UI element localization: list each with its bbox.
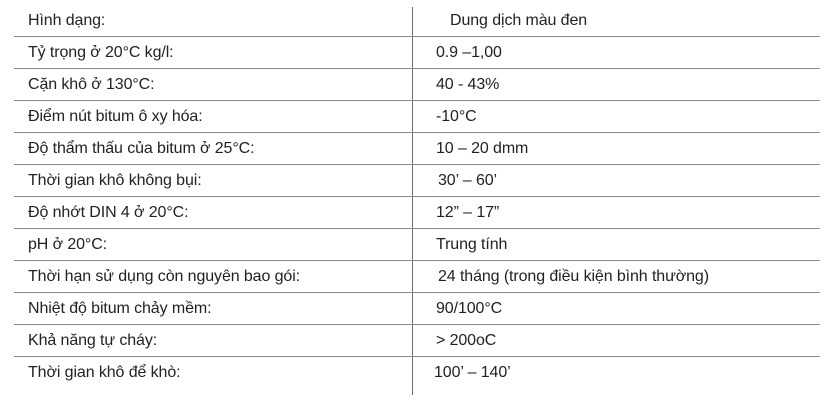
row-label: Hình dạng:: [28, 11, 106, 29]
row-value: 10 – 20 dmm: [436, 139, 529, 157]
row-value: 30’ – 60’: [438, 171, 497, 189]
table-row: [14, 229, 820, 261]
table-row: [14, 37, 820, 69]
row-label: Độ thẩm thấu của bitum ở 25°C:: [28, 139, 255, 157]
row-value: 90/100°C: [436, 299, 503, 317]
table-row: [14, 165, 820, 197]
row-value: 12” – 17”: [436, 203, 500, 221]
table-row: [14, 325, 820, 357]
row-value: > 200oC: [436, 331, 497, 349]
row-label: Thời gian khô không bụi:: [28, 171, 202, 189]
row-label: Cặn khô ở 130°C:: [28, 75, 155, 93]
row-label: Khả năng tự cháy:: [28, 331, 158, 349]
row-label: Nhiệt độ bitum chảy mềm:: [28, 299, 212, 317]
table-row: [14, 101, 820, 133]
row-label: Độ nhớt DIN 4 ở 20°C:: [28, 203, 189, 221]
row-label: Thời gian khô để khò:: [28, 364, 181, 381]
row-value: 0.9 –1,00: [436, 43, 502, 61]
row-value: 40 - 43%: [436, 75, 500, 93]
row-value: 100’ – 140’: [434, 364, 511, 381]
row-label: Tỷ trọng ở 20°C kg/l:: [28, 43, 174, 61]
table-row: [14, 357, 820, 389]
row-value: 24 tháng (trong điều kiện bình thường): [438, 267, 709, 285]
table-row: [14, 69, 820, 101]
table-row: [14, 293, 820, 325]
row-value: Trung tính: [436, 235, 508, 253]
row-value: Dung dịch màu đen: [450, 11, 588, 29]
row-label: Điểm nút bitum ô xy hóa:: [28, 107, 203, 125]
table-row: [14, 133, 820, 165]
table-row: [14, 261, 820, 293]
row-label: Thời hạn sử dụng còn nguyên bao gói:: [28, 267, 301, 285]
table-row: [14, 5, 820, 37]
table-row: [14, 197, 820, 229]
row-value: -10°C: [436, 107, 477, 125]
row-label: pH ở 20°C:: [28, 235, 108, 253]
